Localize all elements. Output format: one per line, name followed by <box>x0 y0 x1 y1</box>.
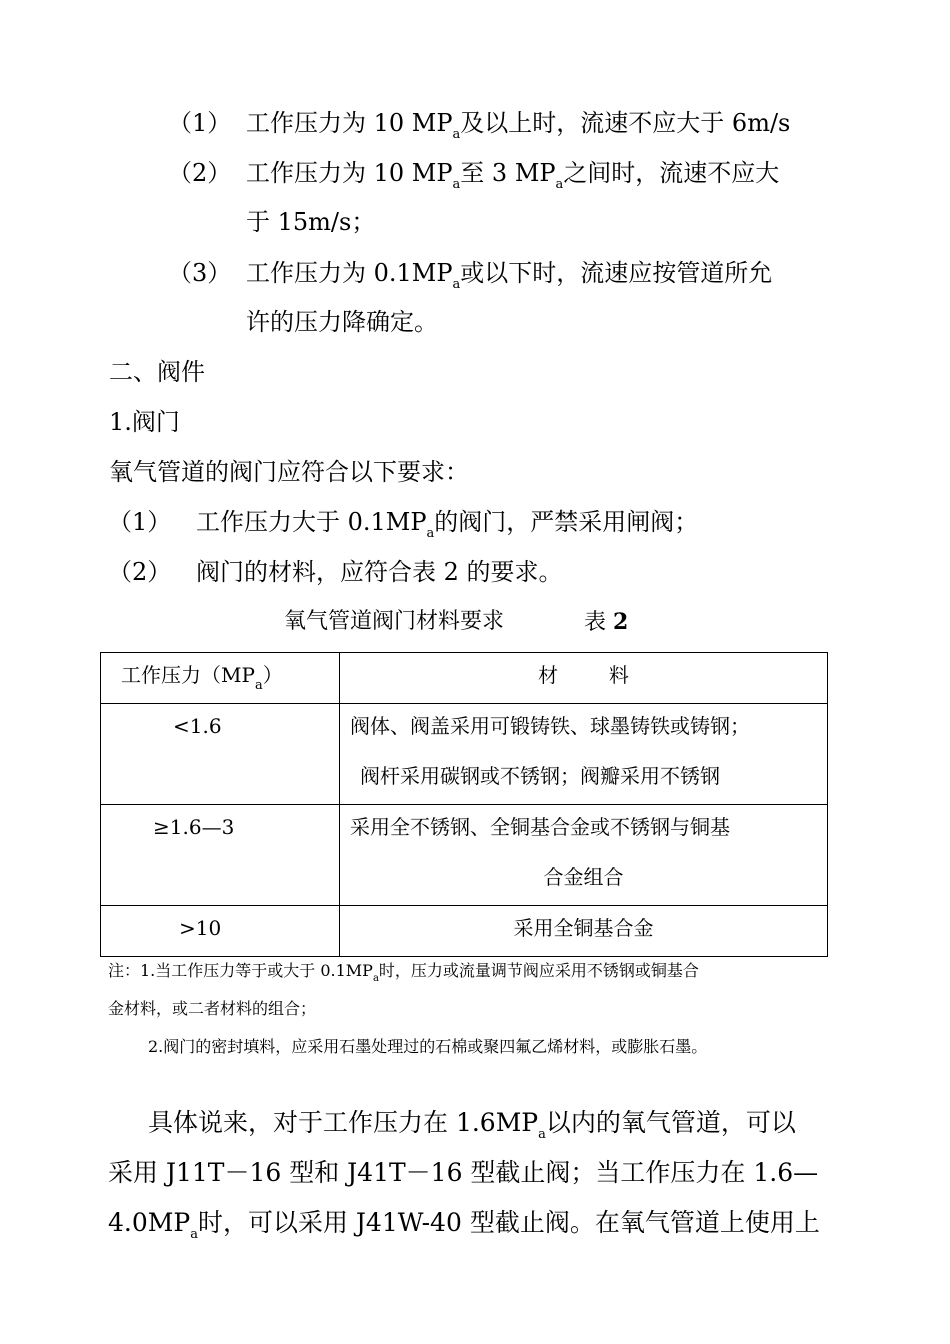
table-caption-label: 表 2 <box>584 609 629 635</box>
paragraph-line: $4.0MP_a$时，可以采用 J41W-40 型截止阀。在氧气管道上使用上 <box>108 1208 820 1242</box>
pressure-cell: ≥1.6—3 <box>101 805 340 906</box>
list-item-continuation: 于 15m/s； <box>246 208 376 236</box>
paragraph-line: 采用 J11T－16 型和 J41T－16 型截止阀；当工作压力在 1.6— <box>108 1158 819 1187</box>
table-header-row <box>101 653 828 704</box>
list-number: （2） <box>108 558 172 586</box>
section-heading: 二、阀件 <box>109 358 205 386</box>
list-number: （2） <box>168 159 232 187</box>
list-item-text: 工作压力为 $0.1MP_a$或以下时，流速应按管道所允 <box>246 259 773 292</box>
list-number: （1） <box>108 508 172 536</box>
pressure-cell: >10 <box>101 906 340 957</box>
list-number: （1） <box>168 109 232 137</box>
list-item-text: 工作压力为 10 $MP_a$至 3 $MP_a$之间时，流速不应大 <box>246 159 780 192</box>
table-note-1-continuation: 金材料，或二者材料的组合； <box>108 999 317 1018</box>
list-item-text: 阀门的材料，应符合表 2 的要求。 <box>196 558 563 586</box>
table-caption-title: 氧气管道阀门材料要求 <box>284 609 505 634</box>
subsection-heading: 1.阀门 <box>109 408 180 436</box>
header-material: 材 料 <box>340 653 828 704</box>
intro-text: 氧气管道的阀门应符合以下要求： <box>109 458 469 486</box>
list-number: （3） <box>168 259 232 287</box>
table-row <box>101 704 828 805</box>
list-item-text: 工作压力为 10 $MP_a$及以上时，流速不应大于 6m/s <box>246 109 791 142</box>
valve-material-table <box>100 652 828 957</box>
material-cell: 阀体、阀盖采用可锻铸铁、球墨铸铁或铸钢； 阀杆采用碳钢或不锈钢；阀瓣采用不锈钢 <box>340 704 828 805</box>
material-cell: 采用全不锈钢、全铜基合金或不锈钢与铜基 合金组合 <box>340 805 828 906</box>
table-note-2: 2.阀门的密封填料，应采用石墨处理过的石棉或聚四氟乙烯材料，或膨胀石墨。 <box>148 1037 708 1056</box>
pressure-cell: <1.6 <box>101 704 340 805</box>
header-pressure: 工作压力$(MP_a)$ <box>101 653 340 704</box>
table-row <box>101 805 828 906</box>
list-item-text: 工作压力大于 $0.1MP_a$的阀门，严禁采用闸阀； <box>196 508 699 541</box>
table-row <box>101 906 828 957</box>
table-note-1: 注：1.当工作压力等于或大于 $0.1MP_a$时，压力或流量调节阀应采用不锈钢或铜基合 <box>108 961 699 984</box>
material-cell: 采用全铜基合金 <box>340 906 828 957</box>
paragraph-line: 具体说来，对于工作压力在 $1.6MP_a$以内的氧气管道，可以 <box>148 1108 796 1142</box>
list-item-continuation: 许的压力降确定。 <box>246 308 438 336</box>
